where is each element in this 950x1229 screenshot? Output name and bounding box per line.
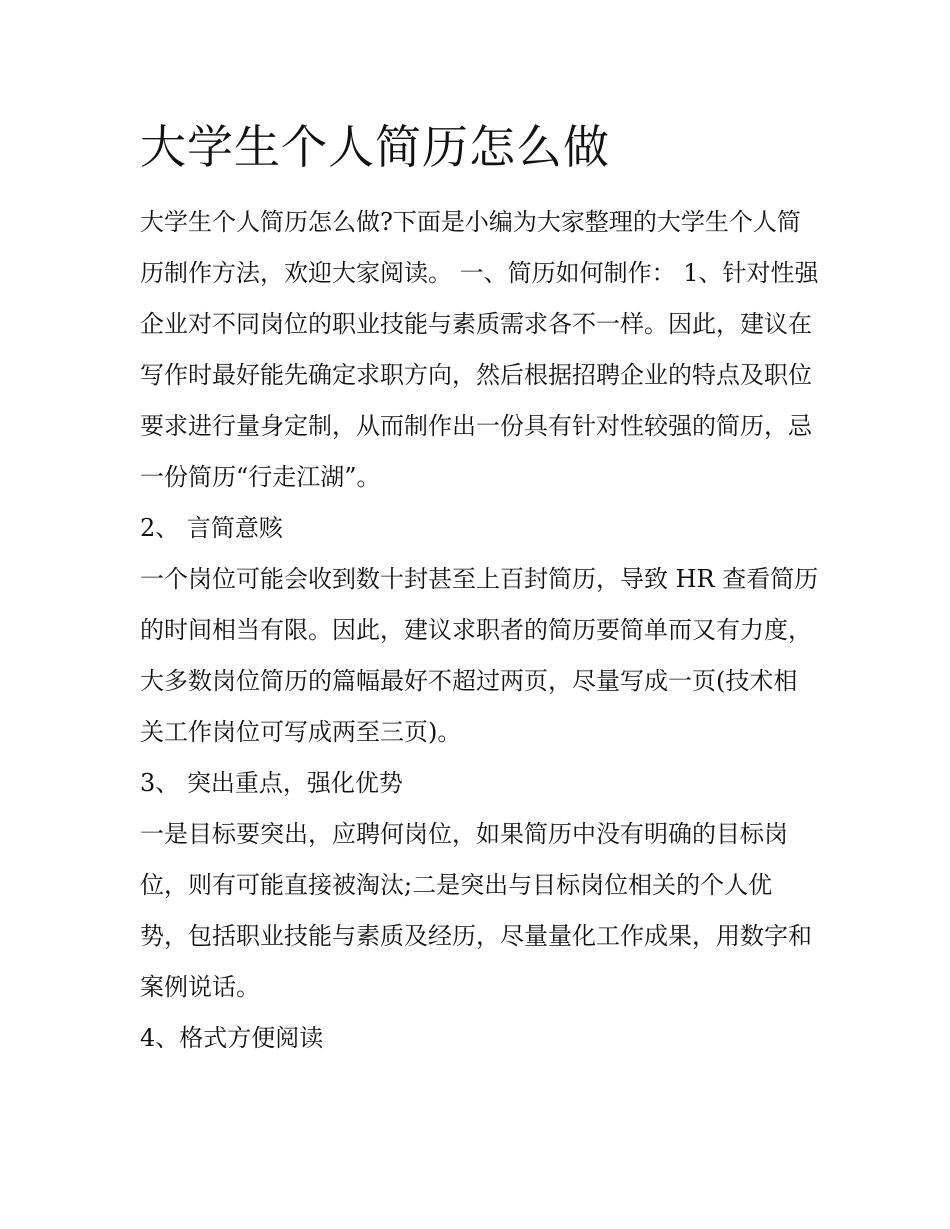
heading-format: 4、格式方便阅读 — [140, 1024, 324, 1052]
document-body — [140, 115, 820, 1064]
heading-highlight: 3、 突出重点，强化优势 — [140, 769, 403, 797]
paragraph-concise: 一个岗位可能会收到数十封甚至上百封简历，导致 HR 查看简历的时间相当有限。因此，建议求职者的简历要简单而又有力度，大多数岗位简历的篇幅最好不超过两页，尽量写成一页(技术相关工作岗位可写成两至三页)。 — [140, 565, 819, 746]
heading-concise: 2、 言简意赅 — [140, 514, 283, 542]
document-title: 大学生个人简历怎么做 — [140, 120, 610, 174]
paragraph-intro: 大学生个人简历怎么做?下面是小编为大家整理的大学生个人简历制作方法，欢迎大家阅读。 一、简历如何制作： 1、针对性强 — [140, 208, 819, 287]
paragraph-highlight: 一是目标要突出，应聘何岗位，如果简历中没有明确的目标岗位，则有可能直接被淘汰;二是突出与目标岗位相关的个人优势，包括职业技能与素质及经历，尽量量化工作成果，用数字和案例说话。 — [140, 820, 812, 1001]
paragraph-targeted: 企业对不同岗位的职业技能与素质需求各不一样。因此，建议在写作时最好能先确定求职方向，然后根据招聘企业的特点及职位要求进行量身定制，从而制作出一份具有针对性较强的简历，忌一份简历“行走江湖”。 — [140, 310, 812, 491]
